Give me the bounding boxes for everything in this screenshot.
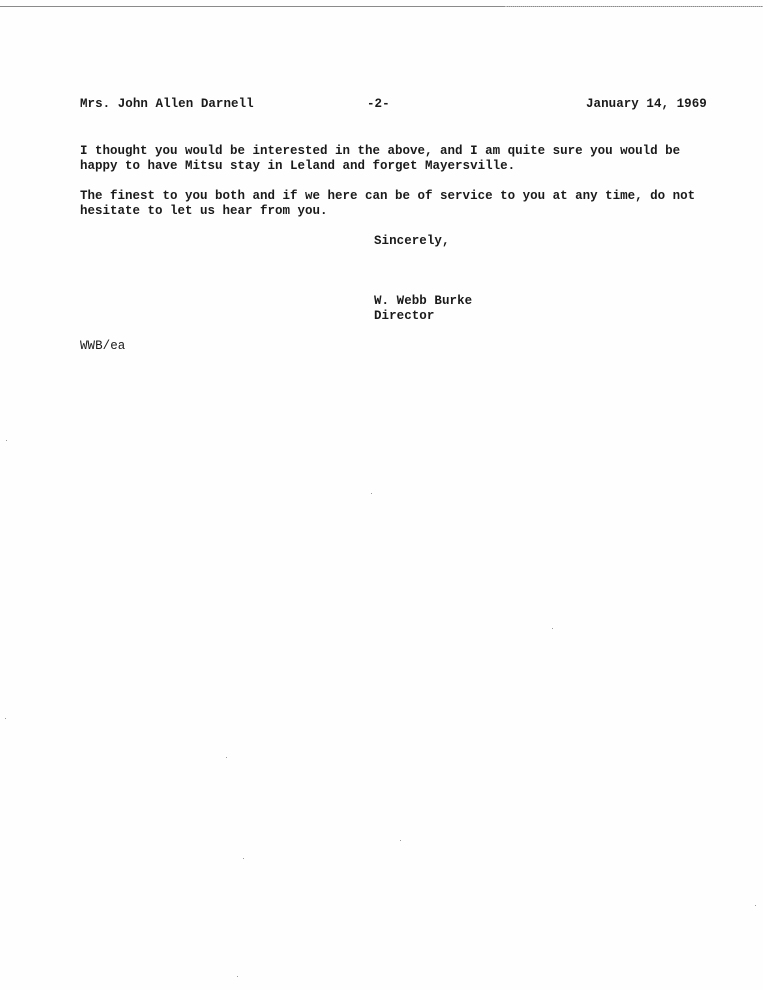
signature-title: Director (374, 309, 435, 323)
body-paragraph-1 (80, 144, 720, 174)
paper-speck (5, 718, 6, 719)
paper-speck (371, 493, 372, 494)
signature-name: W. Webb Burke (374, 294, 473, 308)
header-recipient: Mrs. John Allen Darnell (80, 97, 254, 111)
reference-initials: WWB/ea (80, 339, 126, 353)
body-paragraph-2 (80, 189, 720, 219)
body-paragraph-1-line-2: happy to have Mitsu stay in Leland and forget Mayersville. (80, 159, 516, 173)
paper-speck (6, 440, 7, 441)
paper-speck (755, 905, 756, 906)
paper-speck (552, 628, 553, 629)
paper-speck (237, 976, 238, 977)
top-edge-marks (505, 0, 763, 7)
header-page-number: -2- (367, 97, 390, 111)
body-paragraph-1-line-1: I thought you would be interested in the above, and I am quite sure you would be (80, 144, 681, 158)
closing: Sincerely, (374, 234, 450, 248)
body-paragraph-2-line-2: hesitate to let us hear from you. (80, 204, 328, 218)
paper-speck (400, 840, 401, 841)
body-paragraph-2-line-1: The finest to you both and if we here can be of service to you at any time, do not (80, 189, 696, 203)
header-date: January 14, 1969 (586, 97, 707, 111)
paper-speck (243, 858, 244, 859)
paper-speck (226, 757, 227, 758)
